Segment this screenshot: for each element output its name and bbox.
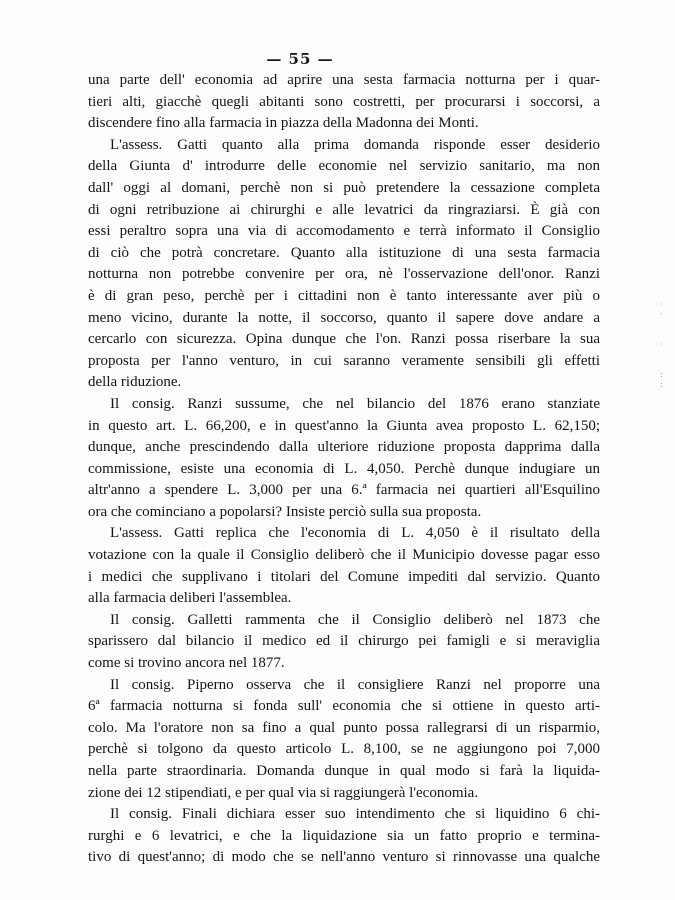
text-line: della riduzione. xyxy=(88,374,182,391)
text-line: tivo di quest'anno; di modo che se nell'anno venturo si rinnovasse una qualche xyxy=(88,849,600,866)
text-line: di ogni retribuzione ai chirurghi e alle levatrici da ringraziarsi. È già con xyxy=(88,201,600,218)
text-line: votazione con la quale il Consiglio deliberò che il Municipio dovesse pagar esso xyxy=(88,547,600,564)
text-line: dall' oggi al domani, perchè non si può pretendere la cessazione completa xyxy=(88,179,600,196)
text-line: colo. Ma l'oratore non sa fino a qual punto possa rallegrarsi di un risparmio, xyxy=(88,719,600,736)
text-line: zione dei 12 stipendiati, e per qual via si raggiungerà l'economia. xyxy=(88,784,479,801)
text-line: proposta per l'anno venturo, in cui saranno veramente sensibili gli effetti xyxy=(88,352,600,369)
text-line: Il consig. Piperno osserva che il consigliere Ranzi nel proporre una xyxy=(110,676,600,693)
text-line: rurghi e 6 levatrici, e che la liquidazione sia un fatto proprio e termina- xyxy=(88,827,600,844)
text-line: i medici che supplivano i titolari del Comune impediti dal servizio. Quanto xyxy=(88,568,600,585)
text-line: ora che cominciano a popolarsi? Insiste perciò sulla sua proposta. xyxy=(88,503,482,520)
text-line: sparissero dal bilancio il medico ed il chirurgo pei famigli e si meraviglia xyxy=(88,633,600,650)
text-line: in questo art. L. 66,200, e in quest'anno la Giunta avea proposto L. 62,150; xyxy=(88,417,600,434)
text-line: meno vicino, durante la notte, il soccorso, quanto il sapere dove andare a xyxy=(88,309,600,326)
text-line: dunque, anche prescindendo dalla ulteriore riduzione proposta dapprima dalla xyxy=(88,439,600,456)
text-line: Il consig. Finali dichiara esser suo intendimento che si liquidino 6 chi- xyxy=(110,806,600,823)
text-line: come si trovino ancora nel 1877. xyxy=(88,655,285,672)
text-line: nella parte straordinaria. Domanda dunque in qual modo si farà la liquida- xyxy=(88,763,600,779)
text-line: è di gran peso, perchè per i cittadini non è tanto interessante aver più o xyxy=(88,287,600,304)
page-number: — 55 — xyxy=(266,50,334,68)
text-line: Il consig. Ranzi sussume, che nel bilancio del 1876 erano stanziate xyxy=(110,395,600,412)
text-line: perchè si tolgono da questo articolo L. 8,100, se ne aggiungono poi 7,000 xyxy=(88,741,600,758)
text-line: una parte dell' economia ad aprire una sesta farmacia notturna per i quar- xyxy=(88,72,600,88)
text-line: 6ª farmacia notturna si fonda sull' economia che si ottiene in questo arti- xyxy=(88,698,600,715)
text-line: alla farmacia deliberi l'assemblea. xyxy=(88,590,292,607)
text-line: essi peraltro sopra una via di accomodamento e terrà informato il Consiglio xyxy=(88,223,600,240)
text-line: L'assess. Gatti replica che l'economia di L. 4,050 è il risultato della xyxy=(110,525,600,542)
text-line: L'assess. Gatti quanto alla prima domanda risponde esser desiderio xyxy=(110,136,600,153)
text-line: commissione, esiste una economia di L. 4,050. Perchè dunque indugiare un xyxy=(88,460,600,477)
text-line: di ciò che potrà concretare. Quanto alla istituzione di una sesta farmacia xyxy=(88,244,600,261)
text-line: della Giunta d' introdurre delle economie nel servizio sanitario, ma non xyxy=(88,158,600,175)
page-text xyxy=(88,70,600,869)
text-line: Il consig. Galletti rammenta che il Consiglio deliberò nel 1873 che xyxy=(110,611,600,628)
margin-scan-marks: · · · : : xyxy=(660,300,663,389)
text-line: cercarlo con sicurezza. Opina dunque che l'on. Ranzi possa riserbare la sua xyxy=(88,331,600,348)
text-line: notturna non potrebbe convenire per ora, nè l'osservazione dell'onor. Ranzi xyxy=(88,266,600,283)
text-line: altr'anno a spendere L. 3,000 per una 6.ª farmacia nei quartieri all'Esquilino xyxy=(88,482,600,499)
text-line: tieri alti, giacchè quegli abitanti sono costretti, per procurarsi i soccorsi, a xyxy=(88,93,600,110)
text-line: discendere fino alla farmacia in piazza della Madonna dei Monti. xyxy=(88,115,479,132)
